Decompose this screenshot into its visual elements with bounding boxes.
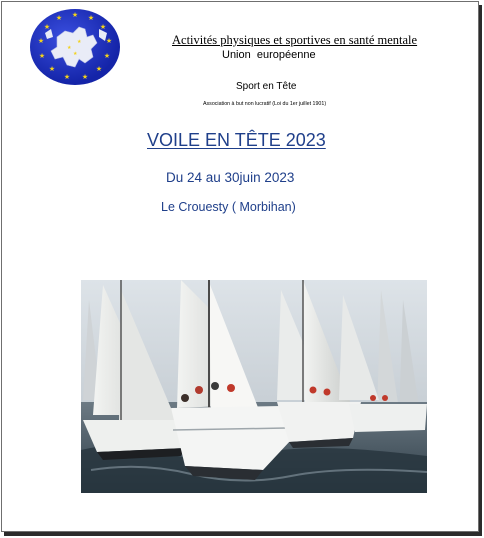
svg-text:★: ★ xyxy=(37,37,45,45)
svg-text:★: ★ xyxy=(99,23,107,31)
document-page xyxy=(1,1,479,532)
eu-stars-logo-icon xyxy=(27,7,123,87)
svg-text:★: ★ xyxy=(77,39,82,45)
event-dates: Du 24 au 30juin 2023 xyxy=(166,170,295,185)
svg-text:★: ★ xyxy=(103,52,111,60)
svg-text:★: ★ xyxy=(87,14,95,22)
svg-text:★: ★ xyxy=(67,45,72,51)
association-note: Association à but non lucratif (Loi du 1er juillet 1901) xyxy=(203,101,327,107)
svg-text:★: ★ xyxy=(43,23,51,31)
event-title: VOILE EN TÊTE 2023 xyxy=(147,130,326,150)
svg-text:★: ★ xyxy=(38,52,46,60)
svg-text:★: ★ xyxy=(105,37,113,45)
svg-text:★: ★ xyxy=(55,14,63,22)
svg-text:★: ★ xyxy=(81,73,89,81)
header-title: Activités physiques et sportives en santé mentale xyxy=(172,33,418,47)
svg-text:★: ★ xyxy=(73,51,78,57)
svg-text:★: ★ xyxy=(48,65,56,73)
header-subtitle: Union européenne xyxy=(222,49,316,61)
association-name: Sport en Tête xyxy=(236,81,297,92)
svg-text:★: ★ xyxy=(63,73,71,81)
svg-text:★: ★ xyxy=(71,11,79,19)
event-location: Le Crouesty ( Morbihan) xyxy=(161,200,296,214)
sailboats-photo xyxy=(81,280,427,493)
svg-text:★: ★ xyxy=(95,65,103,73)
